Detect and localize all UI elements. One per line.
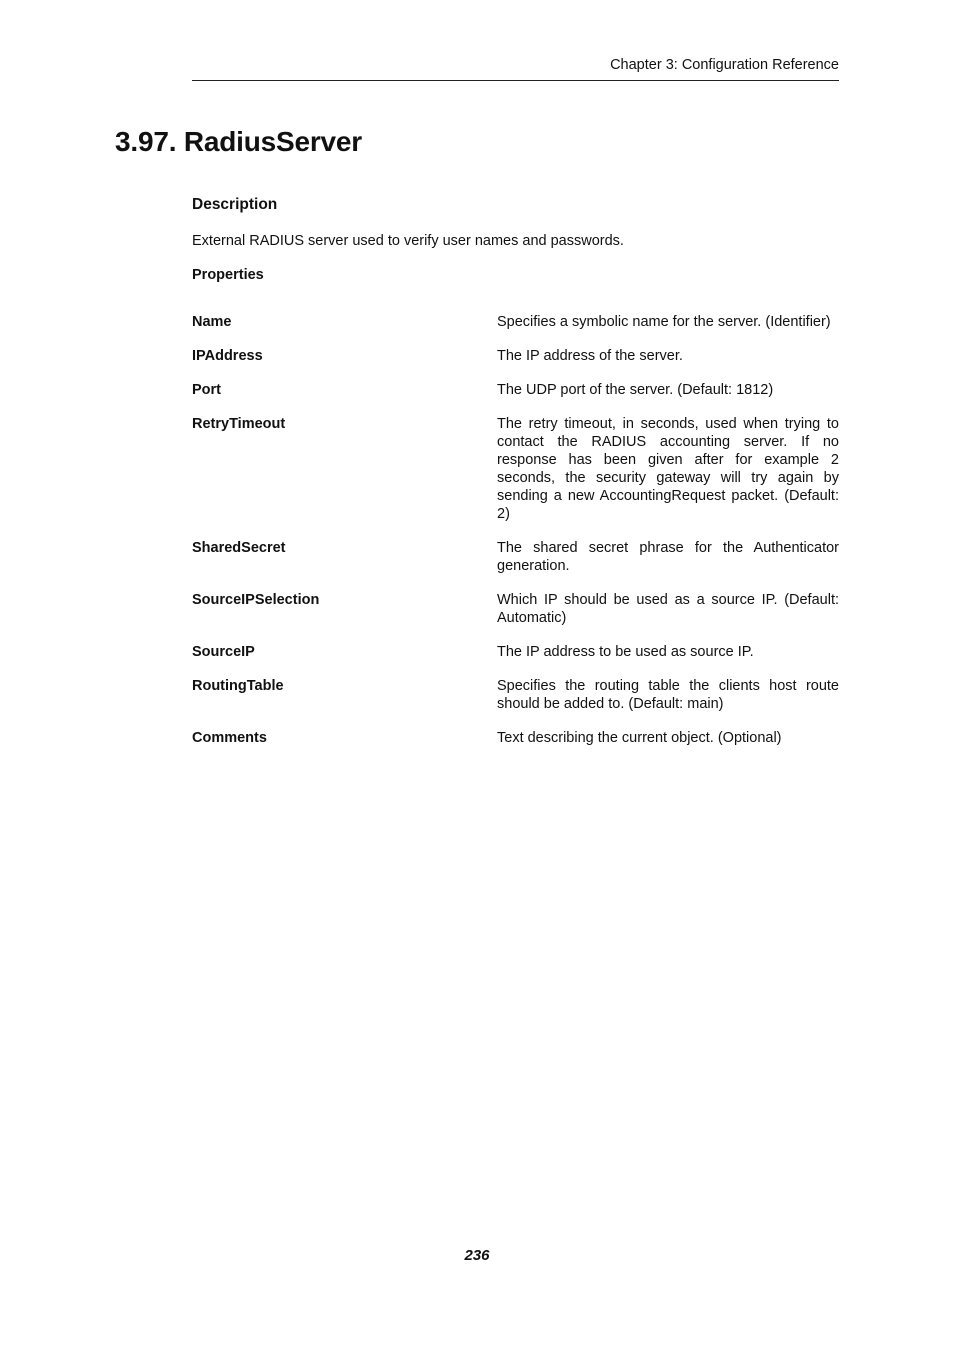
- properties-heading: Properties: [192, 267, 264, 283]
- chapter-title: Chapter 3: Configuration Reference: [610, 57, 839, 73]
- property-description: The retry timeout, in seconds, used when trying to contact the RADIUS accounting server. If no response has been given after for example 2 seconds, the security gateway will try again by sending a new AccountingRequest packet. (Default: 2): [497, 416, 839, 522]
- property-name: Port: [192, 382, 221, 398]
- property-description: Text describing the current object. (Optional): [497, 730, 782, 746]
- property-row-routingtable: [192, 677, 839, 713]
- property-description: The shared secret phrase for the Authenticator generation.: [497, 540, 839, 574]
- property-row-port: [192, 381, 839, 399]
- description-heading: Description: [192, 196, 278, 213]
- property-row-sharedsecret: [192, 539, 839, 575]
- property-description: The IP address to be used as source IP.: [497, 644, 754, 660]
- property-name: SourceIPSelection: [192, 592, 320, 608]
- property-name: IPAddress: [192, 348, 263, 364]
- running-header: [192, 54, 839, 81]
- description-text: External RADIUS server used to verify user names and passwords.: [192, 233, 624, 249]
- property-description: The IP address of the server.: [497, 348, 683, 364]
- property-name: RetryTimeout: [192, 416, 286, 432]
- property-name: SourceIP: [192, 644, 255, 660]
- property-row-sourceipselection: [192, 591, 839, 627]
- property-row-ipaddress: [192, 347, 839, 365]
- property-row-comments: [192, 729, 839, 747]
- property-description: Specifies a symbolic name for the server. (Identifier): [497, 314, 831, 330]
- property-row-sourceip: [192, 643, 839, 661]
- property-name: SharedSecret: [192, 540, 286, 556]
- property-description: Which IP should be used as a source IP. (Default: Automatic): [497, 592, 839, 626]
- property-name: Comments: [192, 730, 267, 746]
- section-title: 3.97. RadiusServer: [115, 126, 362, 157]
- property-row-name: [192, 313, 839, 331]
- property-name: Name: [192, 314, 232, 330]
- property-name: RoutingTable: [192, 678, 284, 694]
- property-description: Specifies the routing table the clients host route should be added to. (Default: main): [497, 678, 839, 712]
- property-row-retrytimeout: [192, 415, 839, 523]
- properties-list: [192, 313, 839, 763]
- page-number: 236: [464, 1247, 490, 1264]
- property-description: The UDP port of the server. (Default: 1812): [497, 382, 774, 398]
